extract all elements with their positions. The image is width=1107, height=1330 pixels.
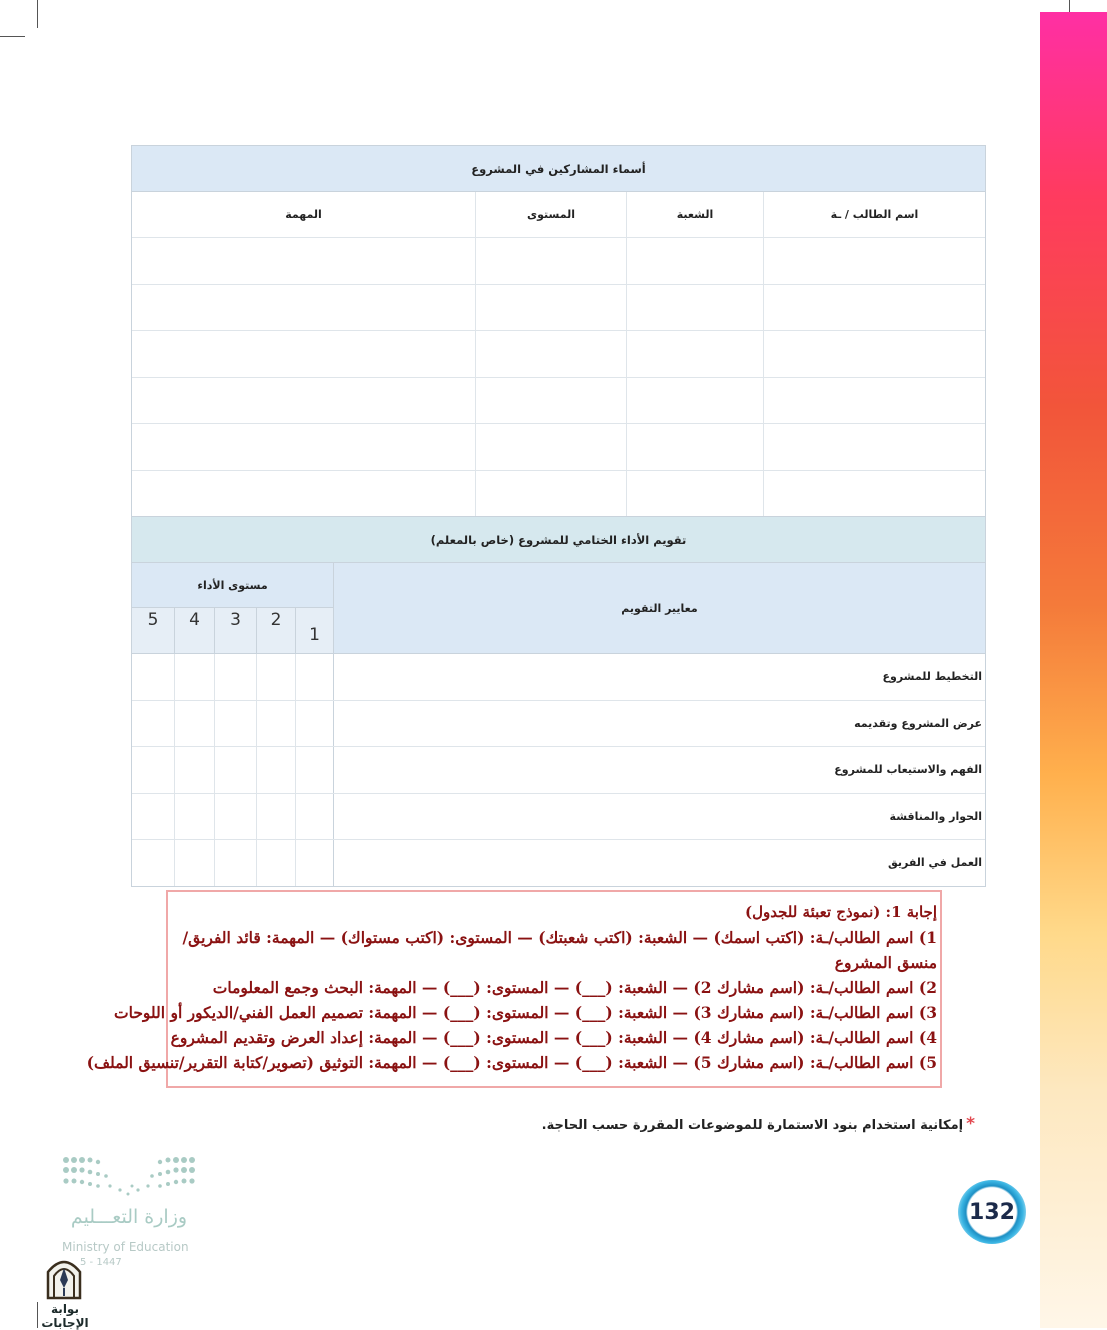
score-cell (256, 747, 295, 793)
participant-cell (626, 378, 763, 424)
participant-cell (475, 331, 626, 377)
participant-rows (132, 238, 985, 516)
score-cell (295, 654, 333, 700)
portal-logo-text: بوابة الإجابات (41, 1302, 89, 1330)
score-cell (295, 701, 333, 747)
score-cell (214, 701, 256, 747)
participant-cell (763, 238, 985, 284)
participant-cell (763, 285, 985, 331)
participant-cell (475, 238, 626, 284)
portal-logo-icon (44, 1254, 84, 1300)
participant-cell (626, 285, 763, 331)
levels-header (132, 563, 333, 653)
score-cell (132, 794, 174, 840)
score-cell (174, 701, 214, 747)
participant-cell (763, 424, 985, 470)
answer-line-4: 4) اسم الطالب/ـة: (اسم مشارك 4) — الشعبة: (___) — المستوى: (___) — المهمة: إعداد العرض وتقديم المشروع (170, 1028, 937, 1047)
participant-cell (763, 378, 985, 424)
level-4: 4 (174, 608, 214, 653)
level-5: 5 (147, 610, 159, 630)
page-number: 132 (969, 1199, 1015, 1225)
score-cell (295, 794, 333, 840)
participant-cell (132, 378, 475, 424)
score-cell (132, 747, 174, 793)
participant-cell (763, 331, 985, 377)
criterion-label: عرض المشروع وتقديمه (333, 701, 985, 747)
score-cell (174, 840, 214, 886)
header-section: الشعبة (626, 192, 763, 237)
participant-row (132, 285, 985, 332)
score-cell (214, 840, 256, 886)
score-cell (132, 840, 174, 886)
score-cell (132, 701, 174, 747)
level-1: 1 (295, 608, 333, 653)
score-cell (256, 840, 295, 886)
score-cell (132, 654, 174, 700)
score-cell (256, 701, 295, 747)
page-number-badge (958, 1180, 1026, 1244)
participant-row (132, 378, 985, 425)
score-cell (174, 747, 214, 793)
participant-cell (475, 424, 626, 470)
answer-line-2: 2) اسم الطالب/ـة: (اسم مشارك 2) — الشعبة: (___) — المستوى: (___) — المهمة: البحث وجمع المعلومات (212, 978, 937, 997)
usage-note (542, 1114, 975, 1134)
ministry-logo-dots-icon (62, 1156, 196, 1198)
level-3: 3 (214, 608, 256, 653)
criteria-header: معايير التقويم (333, 563, 985, 653)
ministry-name-arabic: وزارة التعـــليم (70, 1206, 188, 1228)
score-cell (256, 654, 295, 700)
project-form-table (131, 145, 986, 887)
score-cell (256, 794, 295, 840)
participant-cell (132, 424, 475, 470)
participants-header-row (132, 192, 985, 238)
criterion-label: التخطيط للمشروع (333, 654, 985, 700)
criteria-row (132, 794, 985, 841)
ministry-year: 5 - 1447 (80, 1257, 122, 1268)
header-student-name: اسم الطالب / ـة (763, 192, 985, 237)
note-text: إمكانية استخدام بنود الاستمارة للموضوعات المقررة حسب الحاجة. (541, 1118, 964, 1133)
criterion-label: العمل في الفريق (333, 840, 985, 886)
participant-cell (132, 331, 475, 377)
score-cell (174, 794, 214, 840)
participant-cell (763, 471, 985, 517)
header-level: المستوى (475, 192, 626, 237)
criteria-row (132, 701, 985, 748)
answer-title: إجابة 1: (نموذج تعبئة للجدول) (745, 903, 937, 921)
answer-line-1: 1) اسم الطالب/ـة: (اكتب اسمك) — الشعبة: (اكتب شعبتك) — المستوى: (اكتب مستواك) — المهمة: قائد الفريق/منسق المشروع (182, 928, 937, 972)
answer-box (86, 890, 942, 1088)
participant-cell (475, 378, 626, 424)
level-2: 2 (256, 608, 295, 653)
score-cell (174, 654, 214, 700)
criteria-row (132, 747, 985, 794)
ministry-name-english: Ministry of Education (62, 1240, 189, 1254)
participant-cell (626, 238, 763, 284)
participant-cell (475, 285, 626, 331)
criteria-row (132, 840, 985, 886)
participant-cell (626, 424, 763, 470)
levels-title: مستوى الأداء (132, 563, 333, 608)
crop-mark (37, 0, 38, 28)
criteria-rows (132, 654, 985, 886)
crop-mark (0, 36, 25, 37)
note-star: * (966, 1114, 975, 1134)
evaluation-title: تقويم الأداء الختامي للمشروع (خاص بالمعلم) (132, 516, 985, 563)
participants-title: أسماء المشاركين في المشروع (132, 146, 985, 192)
participant-row (132, 471, 985, 517)
participant-row (132, 424, 985, 471)
participant-cell (132, 238, 475, 284)
participant-row (132, 331, 985, 378)
criteria-row (132, 654, 985, 701)
answer-line-3: 3) اسم الطالب/ـة: (اسم مشارك 3) — الشعبة: (___) — المستوى: (___) — المهمة: تصميم العمل الفني/الديكور أو اللوحات (114, 1003, 937, 1022)
score-cell (295, 840, 333, 886)
header-task: المهمة (285, 208, 322, 221)
criterion-label: الحوار والمناقشة (333, 794, 985, 840)
level-numbers (132, 608, 333, 653)
score-cell (214, 747, 256, 793)
score-cell (214, 654, 256, 700)
participant-cell (475, 471, 626, 517)
participant-cell (626, 331, 763, 377)
participant-cell (132, 285, 475, 331)
decorative-gradient-strip (1040, 12, 1107, 1328)
participant-cell (132, 471, 475, 517)
score-cell (295, 747, 333, 793)
evaluation-header (132, 563, 985, 654)
criterion-label: الفهم والاستيعاب للمشروع (333, 747, 985, 793)
participant-cell (626, 471, 763, 517)
score-cell (214, 794, 256, 840)
answer-line-5: 5) اسم الطالب/ـة: (اسم مشارك 5) — الشعبة: (___) — المستوى: (___) — المهمة: التوثيق (تصوير/كتابة التقرير/تنسيق الملف) (86, 1053, 937, 1072)
participant-row (132, 238, 985, 285)
